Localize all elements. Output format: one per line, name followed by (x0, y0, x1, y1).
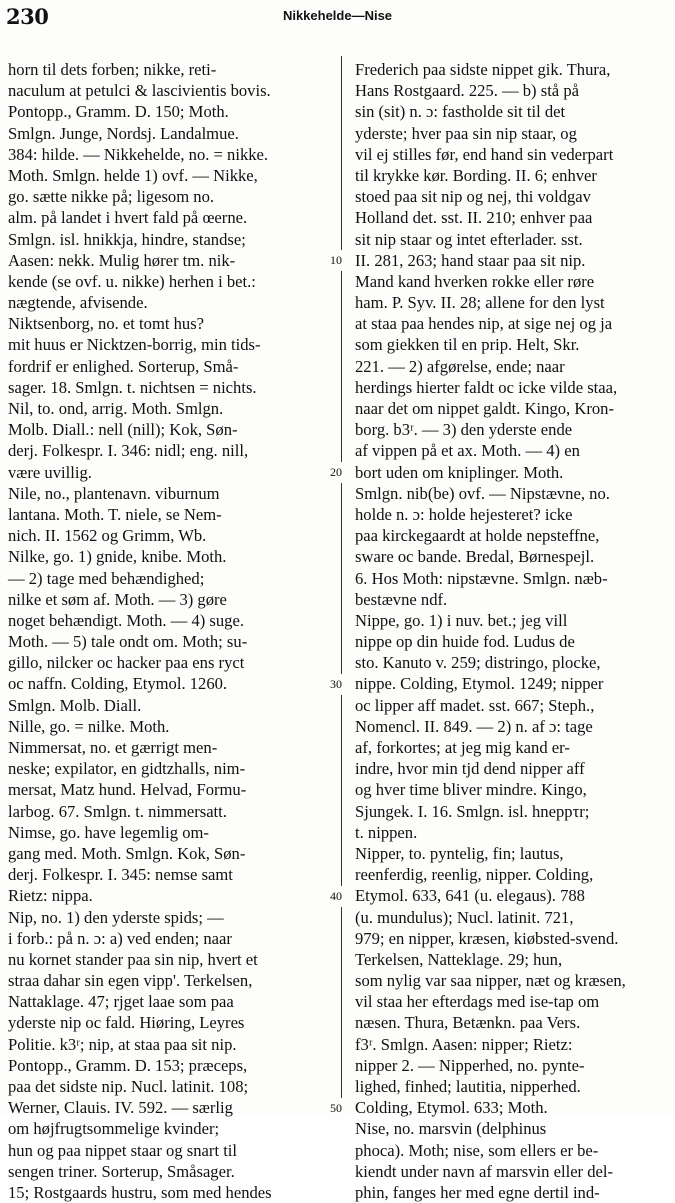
left-column-line: Smlgn. Junge, Nordsj. Landalmue. (8, 123, 239, 143)
line-marker: 50 (329, 1098, 343, 1119)
left-column-line: nægtende, afvisende. (8, 293, 148, 313)
right-column-line: til krykke kør. Bording. II. 6; enhver (355, 165, 597, 185)
right-column-line: bestævne ndf. (355, 589, 448, 609)
right-column-line: sto. Kanuto v. 259; distringo, plocke, (355, 653, 601, 673)
left-column-line: go. sætte nikke på; ligesom no. (8, 187, 215, 207)
right-column-line: og hver time bliver mindre. Kingo, (355, 780, 587, 800)
left-column-line: naculum at petulci & lascivientis bovis. (8, 81, 271, 101)
right-column-line: (u. mundulus); Nucl. latinit. 721, (355, 907, 574, 927)
right-column-line: Mand kand hverken rokke eller røre (355, 271, 595, 291)
right-column-line: sin (sit) n. ɔ: fastholde sit til det (355, 102, 566, 122)
line-marker: 20 (329, 462, 343, 483)
left-column-line: alm. på landet i hvert fald på œerne. (8, 208, 248, 228)
right-column-line: nippe op din huide fod. Ludus de (355, 632, 575, 652)
left-column-line: noget behændigt. Moth. — 4) suge. (8, 610, 244, 630)
page-number: 230 (6, 4, 49, 29)
left-column-line: Pontopp., Gramm. D. 153; præceps, (8, 1055, 248, 1075)
left-column-line: horn til dets forben; nikke, reti- (8, 60, 217, 79)
left-column-line: gillo, nilcker oc hacker paa ens ryct (8, 653, 245, 673)
right-column-line: borg. b3ʳ. — 3) den yderste ende (355, 420, 573, 440)
right-column-line: sit nip staar og intet efterlader. sst. (355, 229, 583, 249)
line-marker: 30 (329, 674, 343, 695)
right-column-line: ham. P. Syv. II. 28; allene for den lyst (355, 293, 605, 313)
left-column-line: Nattaklage. 47; rjget laae som paa (8, 992, 234, 1012)
left-column-line: oc naffn. Colding, Etymol. 1260. (8, 674, 228, 694)
right-column-line: Terkelsen, Natteklage. 29; hun, (355, 949, 563, 969)
right-column-line: 221. — 2) afgørelse, ende; naar (355, 356, 565, 376)
left-column-line: yderste nip oc fald. Hiøring, Leyres (8, 1013, 245, 1033)
left-column-line: derj. Folkespr. I. 346: nidl; eng. nill, (8, 441, 249, 461)
right-column-line: reenferdig, reenlig, nipper. Colding, (355, 865, 594, 885)
right-column-line: yderste; hver paa sin nip staar, og (355, 123, 577, 143)
left-column-line: kende (se ovf. u. nikke) herhen i bet.: (8, 271, 256, 291)
left-column-line: 384: hilde. — Nikkehelde, no. = nikke. (8, 144, 269, 164)
left-column-line: mit huus er Nicktzen-borrig, min tids- (8, 335, 261, 355)
left-column-line: hun og paa nippet staar og snart til (8, 1140, 238, 1160)
left-column-line: 15; Rostgaards hustru, som med hendes (8, 1182, 272, 1202)
left-column-line: Politie. k3ʳ; nip, at staa paa sit nip. (8, 1034, 237, 1054)
left-column-line: Pontopp., Gramm. D. 150; Moth. (8, 102, 229, 122)
right-column-line: kiendt under navn af marsvin eller del- (355, 1161, 614, 1181)
left-column-line: sager. 18. Smlgn. t. nichtsen = nichts. (8, 377, 257, 397)
left-column-line: Nilke, go. 1) gnide, knibe. Moth. (8, 547, 227, 567)
right-column-line: 6. Hos Moth: nipstævne. Smlgn. næb- (355, 568, 608, 588)
right-column-line: vil staa her efterdags med ise-tap om (355, 992, 600, 1012)
right-column-line: paa kirckegaardt at holde nepsteffne, (355, 526, 600, 546)
right-column-line: at staa paa hendes nip, at sige nej og ja (355, 314, 613, 334)
left-column-line: nich. II. 1562 og Grimm, Wb. (8, 526, 207, 546)
left-column-line: Rietz: nippa. (8, 886, 93, 906)
column-divider (341, 56, 342, 1108)
right-column-line: af vippen på et ax. Moth. — 4) en (355, 441, 580, 461)
left-column-line: Nile, no., plantenavn. viburnum (8, 483, 220, 503)
right-column-line: indre, hvor min tjd dend nipper aff (355, 759, 585, 779)
left-column-line: Moth. — 5) tale ondt om. Moth; su- (8, 632, 248, 652)
right-column-line: t. nippen. (355, 822, 418, 842)
right-column-line: lighed, finhed; lautitia, nipperhed. (355, 1077, 581, 1096)
right-column-line: holde n. ɔ: holde hejesteret? icke (355, 504, 573, 524)
left-column-line: paa det sidste nip. Nucl. latinit. 108; (8, 1077, 249, 1096)
right-column-line: 979; en nipper, kræsen, kiøbsted-svend. (355, 928, 619, 948)
line-marker: 10 (329, 250, 343, 271)
right-column-line: Nise, no. marsvin (delphinus (355, 1119, 547, 1139)
right-column-line: Sjungek. I. 16. Smlgn. isl. hneppτr; (355, 801, 590, 821)
left-column-line: Nimse, go. have legemlig om- (8, 822, 209, 842)
left-column-line: Smlgn. isl. hnikkja, hindre, standse; (8, 229, 246, 249)
right-column-line: næsen. Thura, Betænkn. paa Vers. (355, 1013, 581, 1033)
left-column-line: — 2) tage med behændighed; (8, 568, 205, 588)
left-column-line: Nil, to. ond, arrig. Moth. Smlgn. (8, 399, 224, 418)
left-column-line: Nille, go. = nilke. Moth. (8, 716, 170, 736)
right-column-line: phoca). Moth; nise, som ellers er be- (355, 1140, 599, 1160)
left-column-line: sengen triner. Sorterup, Småsager. (8, 1161, 235, 1181)
left-column-line: neske; expilator, en gidtzhalls, nim- (8, 759, 246, 779)
right-column-line: bort uden om kniplinger. Moth. (355, 462, 564, 482)
right-column-line: Etymol. 633, 641 (u. elegaus). 788 (355, 886, 585, 906)
right-column-line: oc lipper aff madet. sst. 667; Steph., (355, 695, 595, 715)
left-column-line: lantana. Moth. T. niele, se Nem- (8, 504, 222, 524)
right-column-line: Hans Rostgaard. 225. — b) stå på (355, 81, 579, 101)
left-column-line: fordrif er enlighed. Sorterup, Små- (8, 356, 239, 376)
right-column-line: Nomencl. II. 849. — 2) n. af ɔ: tage (355, 716, 593, 736)
left-column (8, 59, 334, 1203)
right-column-line: Nipper, to. pyntelig, fin; lautus, (355, 843, 564, 863)
right-column-line: som nylig var saa nipper, næt og kræsen, (355, 971, 626, 991)
right-column-line: Smlgn. nib(be) ovf. — Nipstævne, no. (355, 483, 610, 503)
left-column-line: Molb. Diall.: nell (nill); Kok, Søn- (8, 420, 238, 440)
right-column-line: Colding, Etymol. 633; Moth. (355, 1098, 548, 1118)
left-column-line: Moth. Smlgn. helde 1) ovf. — Nikke, (8, 165, 258, 185)
left-column-line: i forb.: på n. ɔ: a) ved enden; naar (8, 928, 232, 948)
left-column-line: nu kornet stander paa sin nip, hvert et (8, 949, 258, 969)
right-column-line: f3ʳ. Smlgn. Aasen: nipper; Rietz: (355, 1034, 573, 1054)
right-column-line: Frederich paa sidste nippet gik. Thura, (355, 60, 611, 79)
line-marker: 40 (329, 886, 343, 907)
left-column-line: gang med. Moth. Smlgn. Kok, Søn- (8, 843, 246, 863)
running-head: Nikkehelde—Nise (282, 8, 393, 23)
right-column-line: phin, fanges her med egne dertil ind- (355, 1182, 600, 1202)
right-column-line: vil ej stilles før, end hand sin vederpart (355, 144, 614, 164)
right-column-line: naar det om nippet galdt. Kingo, Kron- (355, 399, 614, 418)
left-column-line: larbog. 67. Smlgn. t. nimmersatt. (8, 801, 227, 821)
left-column-line: Aasen: nekk. Mulig hører tm. nik- (8, 250, 236, 270)
left-column-line: Werner, Clauis. IV. 592. — særlig (8, 1098, 233, 1118)
right-column-line: stoed paa sit nip og nej, thi voldgav (355, 187, 591, 207)
left-column-line: om højfrugtsommelige kvinder; (8, 1119, 220, 1139)
right-column-line: Holland det. sst. II. 210; enhver paa (355, 208, 593, 228)
right-column-line: af, forkortes; at jeg mig kand er- (355, 738, 570, 757)
right-column-line: nipper 2. — Nipperhed, no. pynte- (355, 1055, 585, 1075)
left-column-line: mersat, Matz hund. Helvad, Formu- (8, 780, 247, 800)
right-column (355, 59, 665, 1203)
left-column-line: straa dahar sin egen vipp'. Terkelsen, (8, 971, 253, 991)
right-column-line: som giekken til en prip. Helt, Skr. (355, 335, 580, 355)
left-column-line: nilke et søm af. Moth. — 3) gøre (8, 589, 227, 609)
left-column-line: Niktsenborg, no. et tomt hus? (8, 314, 205, 334)
right-column-line: sware oc bande. Bredal, Børnespejl. (355, 547, 595, 567)
right-column-line: herdings hierter faldt oc icke vilde staa, (355, 377, 618, 397)
right-column-line: II. 281, 263; hand staar paa sit nip. (355, 250, 586, 270)
right-column-line: nippe. Colding, Etymol. 1249; nipper (355, 674, 604, 694)
left-column-line: Smlgn. Molb. Diall. (8, 695, 142, 715)
left-column-line: derj. Folkespr. I. 345: nemse samt (8, 865, 233, 885)
right-column-line: Nippe, go. 1) i nuv. bet.; jeg vill (355, 610, 568, 630)
left-column-line: være uvillig. (8, 462, 92, 482)
left-column-line: Nip, no. 1) den yderste spids; — (8, 907, 224, 927)
left-column-line: Nimmersat, no. et gærrigt men- (8, 738, 218, 757)
